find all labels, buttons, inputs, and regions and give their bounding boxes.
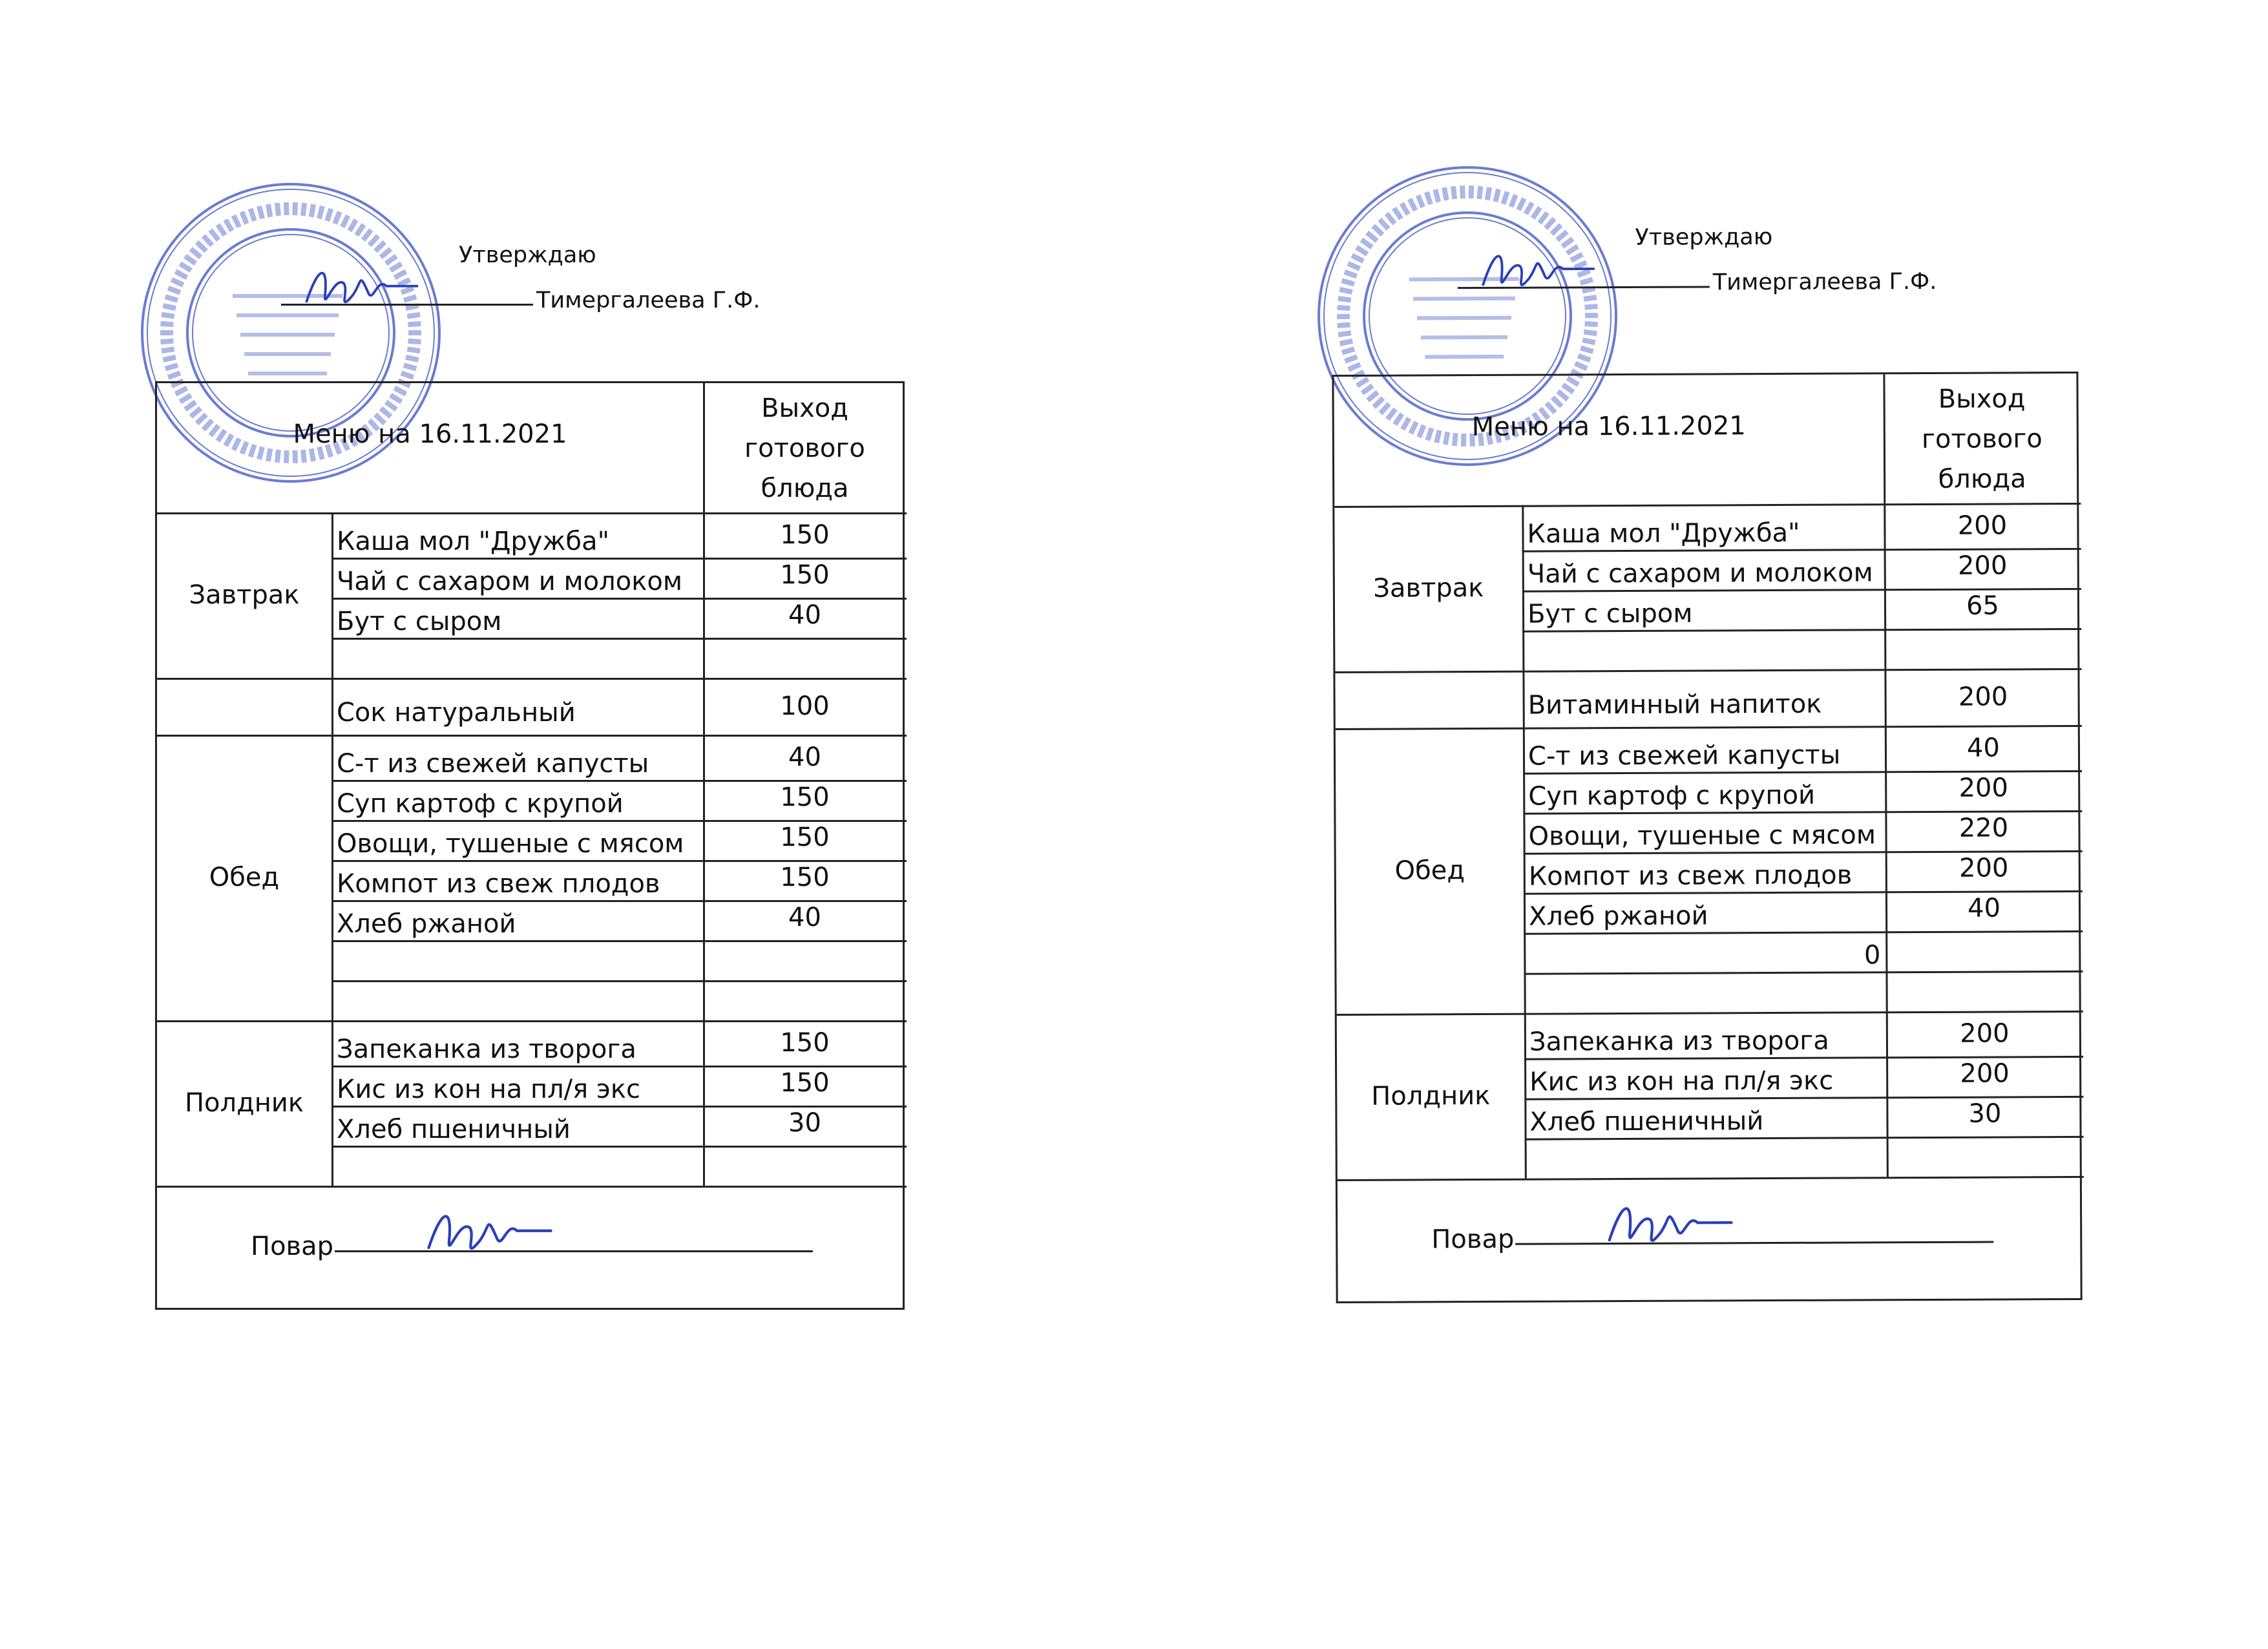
menu-title: Меню на 16.11.2021: [293, 419, 567, 449]
yield-column-divider: [703, 512, 705, 678]
cook-signature-line: [1515, 1241, 1993, 1245]
meal-column-divider: [1522, 671, 1524, 728]
yield-column-divider: [703, 1020, 705, 1186]
cook-label: Повар: [251, 1232, 334, 1261]
dish-name: Кис из кон на пл/я экс: [337, 1075, 641, 1104]
yield-value: 100: [780, 691, 830, 721]
dish-name: Каша мол "Дружба": [337, 527, 609, 556]
dish-name: Бут с сыром: [1527, 598, 1693, 629]
meal-label: Полдник: [1371, 1080, 1491, 1111]
cook-signature: [422, 1199, 558, 1270]
yield-value: 150: [780, 863, 830, 892]
menu-table: [1332, 372, 2082, 1303]
dish-name: [1530, 1145, 1882, 1146]
row-rule: [331, 980, 907, 982]
meal-column-divider: [331, 735, 333, 1020]
yield-value: 40: [788, 742, 821, 772]
row-rule: [331, 1146, 907, 1148]
yield-value: 200: [1958, 853, 2009, 883]
meal-group-rule: [1335, 668, 2081, 673]
meal-column-divider: [331, 512, 333, 678]
yield-value: 200: [1957, 510, 2008, 541]
dish-name: Чай с сахаром и молоком: [337, 567, 682, 596]
header-bottom-rule: [157, 512, 907, 514]
approver-signature: [1474, 241, 1603, 303]
yield-value: 200: [1960, 1018, 2010, 1049]
yield-value: 40: [1967, 893, 2001, 923]
row-rule: [331, 940, 907, 942]
menu-table: [155, 381, 905, 1310]
dish-name: [1528, 637, 1879, 638]
dish-name: Бут с сыром: [337, 607, 502, 636]
yield-value: 40: [788, 903, 821, 932]
dish-name: Сок натуральный: [337, 698, 576, 728]
cook-signature-line: [335, 1250, 813, 1252]
yield-value: 40: [788, 600, 821, 630]
approve-title: Утверждаю: [459, 242, 596, 268]
meal-label: Завтрак: [189, 580, 300, 610]
cook-label: Повар: [1431, 1224, 1515, 1255]
meal-group-rule: [1337, 1011, 2083, 1016]
yield-value: 30: [1968, 1098, 2002, 1129]
dish-name: Овощи, тушеные с мясом: [1528, 820, 1876, 852]
approver-name: Тимергалеева Г.Ф.: [1712, 268, 1937, 296]
header-divider: [703, 383, 705, 512]
row-rule: [331, 638, 907, 640]
yield-value: 200: [1958, 682, 2008, 712]
dish-name: Чай с сахаром и молоком: [1527, 558, 1873, 589]
meal-label: Обед: [1394, 856, 1465, 886]
menu-title: Меню на 16.11.2021: [1471, 411, 1746, 443]
approver-name: Тимергалеева Г.Ф.: [536, 288, 761, 313]
approver-signature: [297, 258, 426, 320]
yield-column-divider: [703, 678, 705, 735]
dish-name: [1529, 980, 1881, 981]
dish-name: Витаминный напиток: [1528, 689, 1822, 720]
dish-name: Компот из свеж плодов: [1528, 860, 1853, 892]
yield-column-divider: [703, 735, 705, 1020]
dish-name: Хлеб пшеничный: [337, 1115, 571, 1144]
dish-name: 0: [1864, 940, 1881, 971]
meal-column-divider: [1522, 505, 1524, 671]
meal-group-rule: [157, 1020, 907, 1022]
yield-value: 65: [1966, 591, 2000, 621]
yield-value: 200: [1958, 773, 2008, 803]
yield-value: 30: [788, 1108, 821, 1138]
yield-value: 200: [1960, 1058, 2010, 1089]
meal-column-divider: [331, 678, 333, 735]
meal-column-divider: [1523, 728, 1526, 1013]
yield-value: 150: [780, 520, 830, 550]
dish-name: Каша мол "Дружба": [1527, 518, 1800, 549]
dish-name: С-т из свежей капусты: [1528, 740, 1841, 772]
meal-group-rule: [1338, 1176, 2084, 1181]
dish-name: Хлеб ржаной: [337, 909, 516, 939]
yield-value: 150: [780, 782, 830, 812]
meal-column-divider: [1524, 1013, 1527, 1179]
cook-signature: [1602, 1190, 1738, 1262]
dish-name: Компот из свеж плодов: [337, 869, 660, 899]
yield-value: 200: [1957, 551, 2008, 581]
meal-column-divider: [331, 1020, 333, 1186]
dish-name: Овощи, тушеные с мясом: [337, 829, 684, 859]
dish-name: Хлеб ржаной: [1528, 901, 1708, 932]
menu-card: [1331, 162, 2077, 1255]
meal-group-rule: [157, 678, 907, 680]
yield-value: 40: [1966, 733, 2000, 763]
meal-group-rule: [1336, 725, 2082, 730]
yield-value: 150: [780, 823, 830, 852]
meal-label: Полдник: [184, 1088, 304, 1118]
yield-column-divider: [1884, 669, 1886, 726]
dish-name: Запеканка из творога: [1529, 1025, 1829, 1057]
meal-label: Завтрак: [1373, 572, 1484, 604]
yield-value: 150: [780, 1028, 830, 1058]
approve-title: Утверждаю: [1635, 224, 1773, 251]
meal-group-rule: [157, 1186, 907, 1188]
yield-header: Выход готового блюда: [744, 394, 865, 503]
yield-header: Выход готового блюда: [1921, 384, 2042, 494]
yield-value: 220: [1958, 813, 2009, 843]
dish-name: Суп картоф с крупой: [1528, 780, 1816, 812]
yield-value: 150: [780, 1068, 830, 1098]
dish-name: Кис из кон на пл/я экс: [1529, 1066, 1834, 1097]
header-bottom-rule: [1334, 503, 2081, 508]
dish-name: С-т из свежей капусты: [337, 749, 649, 779]
meal-label: Обед: [209, 863, 280, 892]
dish-name: Запеканка из творога: [337, 1035, 636, 1064]
dish-name: Суп картоф с крупой: [337, 789, 624, 819]
meal-group-rule: [157, 735, 907, 737]
dish-name: Хлеб пшеничный: [1529, 1106, 1764, 1137]
yield-value: 150: [780, 560, 830, 590]
